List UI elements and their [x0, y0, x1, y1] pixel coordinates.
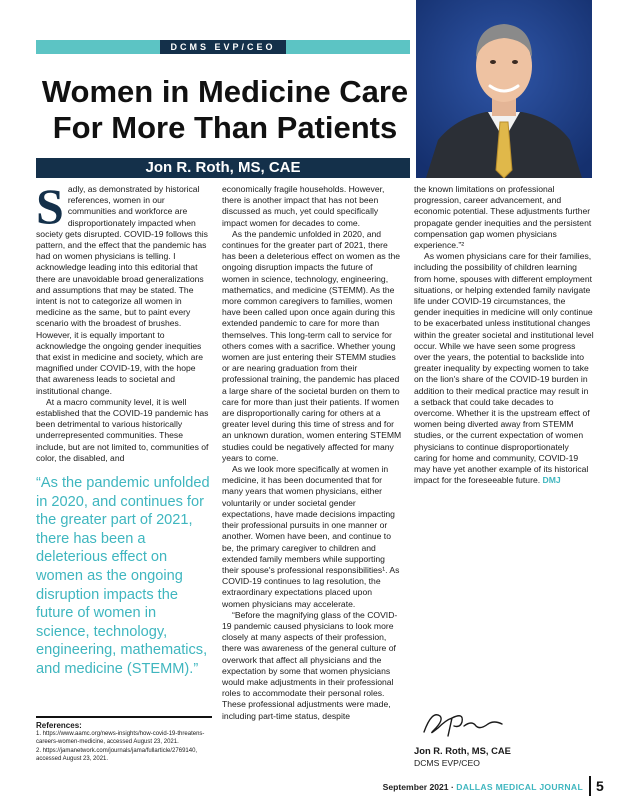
reference-item: 1. https://www.aamc.org/news-insights/how-covid-19-threatens-careers-women-medicine, accessed August 23, 2021.: [36, 731, 205, 745]
paragraph: “Before the magnifying glass of the COVID-19 pandemic caused physicians to look more closely at many aspects of their profession, there was awareness of the general culture of overwork that affect all physicians and the expectation by some that women physicians would make adjustments in their professional roles to accommodate their personal roles. These professional adjustments were made, including part-time status, despite: [222, 609, 398, 721]
column-2: [222, 184, 402, 722]
column-3: [414, 184, 594, 486]
footer-text: [383, 782, 583, 792]
section-kicker: [36, 40, 410, 54]
paragraph: As the pandemic unfolded in 2020, and continues for the greater part of 2021, there has been a deleterious effect on women as the ongoing disruption impacts the future of women in science, technology, engineering, mathematics, and medicine (STEMM). As the more common caregivers to families, women have been called upon once again during this extended pandemic to care for more than themselves. This long-term call to service for others comes with a sacrifice. Whether young women are just entering their STEMM studies or are nearing graduation from their professional training, the pandemic has placed a large share of the societal burden on them to care for more than just their patients. If women are disproportionally caring for others at a greater level during this time of stress and for an unknown duration, women entering STEMM studies could be negatively affected for many years to come.: [222, 228, 402, 463]
footer-date: September 2021: [382, 782, 449, 792]
end-mark: DMJ: [542, 475, 561, 486]
handwritten-signature: [418, 706, 508, 742]
footer-divider: [589, 776, 591, 796]
page-footer: [0, 776, 625, 796]
title-line-2: For More Than Patients: [52, 110, 398, 145]
paragraph: At a macro community level, it is well established that the COVID-19 pandemic has been detrimental to various historically underrepresented communities. These include, but are not limited to, communities of color, the disabled, and: [36, 396, 209, 463]
signature-name: Jon R. Roth, MS, CAE: [414, 745, 511, 756]
references: [36, 722, 214, 765]
paragraph: [414, 251, 594, 486]
paragraph-text: As women physicians care for their families, including the possibility of children learning from home, spouses with different employment situations, or helping extended family navigate life under COVID-19 circumstances, the gender inequities in medicine will only continue to be exacerbated unless institutional changes within the greater societal and institutional level occur. While we have seen some progress over the years, the potential to backslide into greater inequality by expecting women to take on the lion's share of the COVID-19 burden in addition to their medical practice may result in a setback that could take decades to overcome. Whether it is the upstream effect of women being diverted away from STEMM studies, or the current expectation of women physicians to continue disproportionately caring for home and community, COVID-19 may have yet another example of its historical impact for the foreseeable future.: [414, 251, 594, 486]
kicker-label: DCMS EVP/CEO: [160, 40, 285, 54]
article-title: [30, 74, 420, 146]
page-number: 5: [596, 778, 604, 794]
reference-item: 2. https://jamanetwork.com/journals/jama/fullarticle/2769140, accessed August 23, 2021.: [36, 748, 198, 762]
signature-role: DCMS EVP/CEO: [414, 758, 480, 768]
paragraph: As we look more specifically at women in medicine, it has been documented that for many years that women physicians, either voluntarily or under societal gender expectations, have made decisions impacting their professional pursuits in one manner or another. Women have been, and continue to be, the primary caregiver to children and extended family members while supporting their spouse's professional responsibilities¹. As COVID-19 continues to lag resolution, the extraordinary expectations placed upon women physicians may accelerate.: [222, 464, 400, 609]
references-divider: [36, 716, 212, 718]
paragraph: economically fragile households. However, there is another impact that has not been discussed as much, yet could specifically impact women for decades to come.: [222, 184, 385, 228]
author-portrait-image: [416, 0, 592, 178]
references-heading: References:: [36, 721, 82, 730]
byline-bar: [36, 158, 410, 178]
footer-journal: DALLAS MEDICAL JOURNAL: [456, 782, 583, 792]
column-1: [36, 178, 212, 464]
paragraph: the known limitations on professional progression, career advancement, and economic potential. These adjustments further propagate gender inequities and the persistent compensation gap women physicians experience.”²: [414, 184, 592, 251]
footer-separator: ·: [450, 782, 454, 792]
drop-cap: S: [36, 178, 64, 234]
title-line-1: Women in Medicine Care: [41, 74, 409, 109]
paragraph: adly, as demonstrated by historical references, women in our communities and workforce are disproportionately impacted when society gets disrupted. COVID-19 follows this pattern, and the effect that the pandemic has had on women physicians is telling. I acknowledge leading into this editorial that there are unavoidable broad generalizations and assumptions that may be stated. The intent is not to categorize all women in medicine as the same, but to paint every scenario with the broadest of brushes. However, it is equally important to acknowledge the ongoing gender inequities that exist in medicine and society, which are magnified under COVID-19, with the hope that awareness leads to societal and institutional change.: [36, 184, 208, 396]
author-photo: [416, 0, 592, 178]
byline-text: Jon R. Roth, MS, CAE: [145, 159, 301, 176]
pull-quote: “As the pandemic unfolded in 2020, and continues for the greater part of 2021, there has been a deleterious effect on women as the ongoing disruption impacts the future of women in science, technology, engineering, mathematics, and medicine (STEMM).”: [36, 475, 210, 677]
